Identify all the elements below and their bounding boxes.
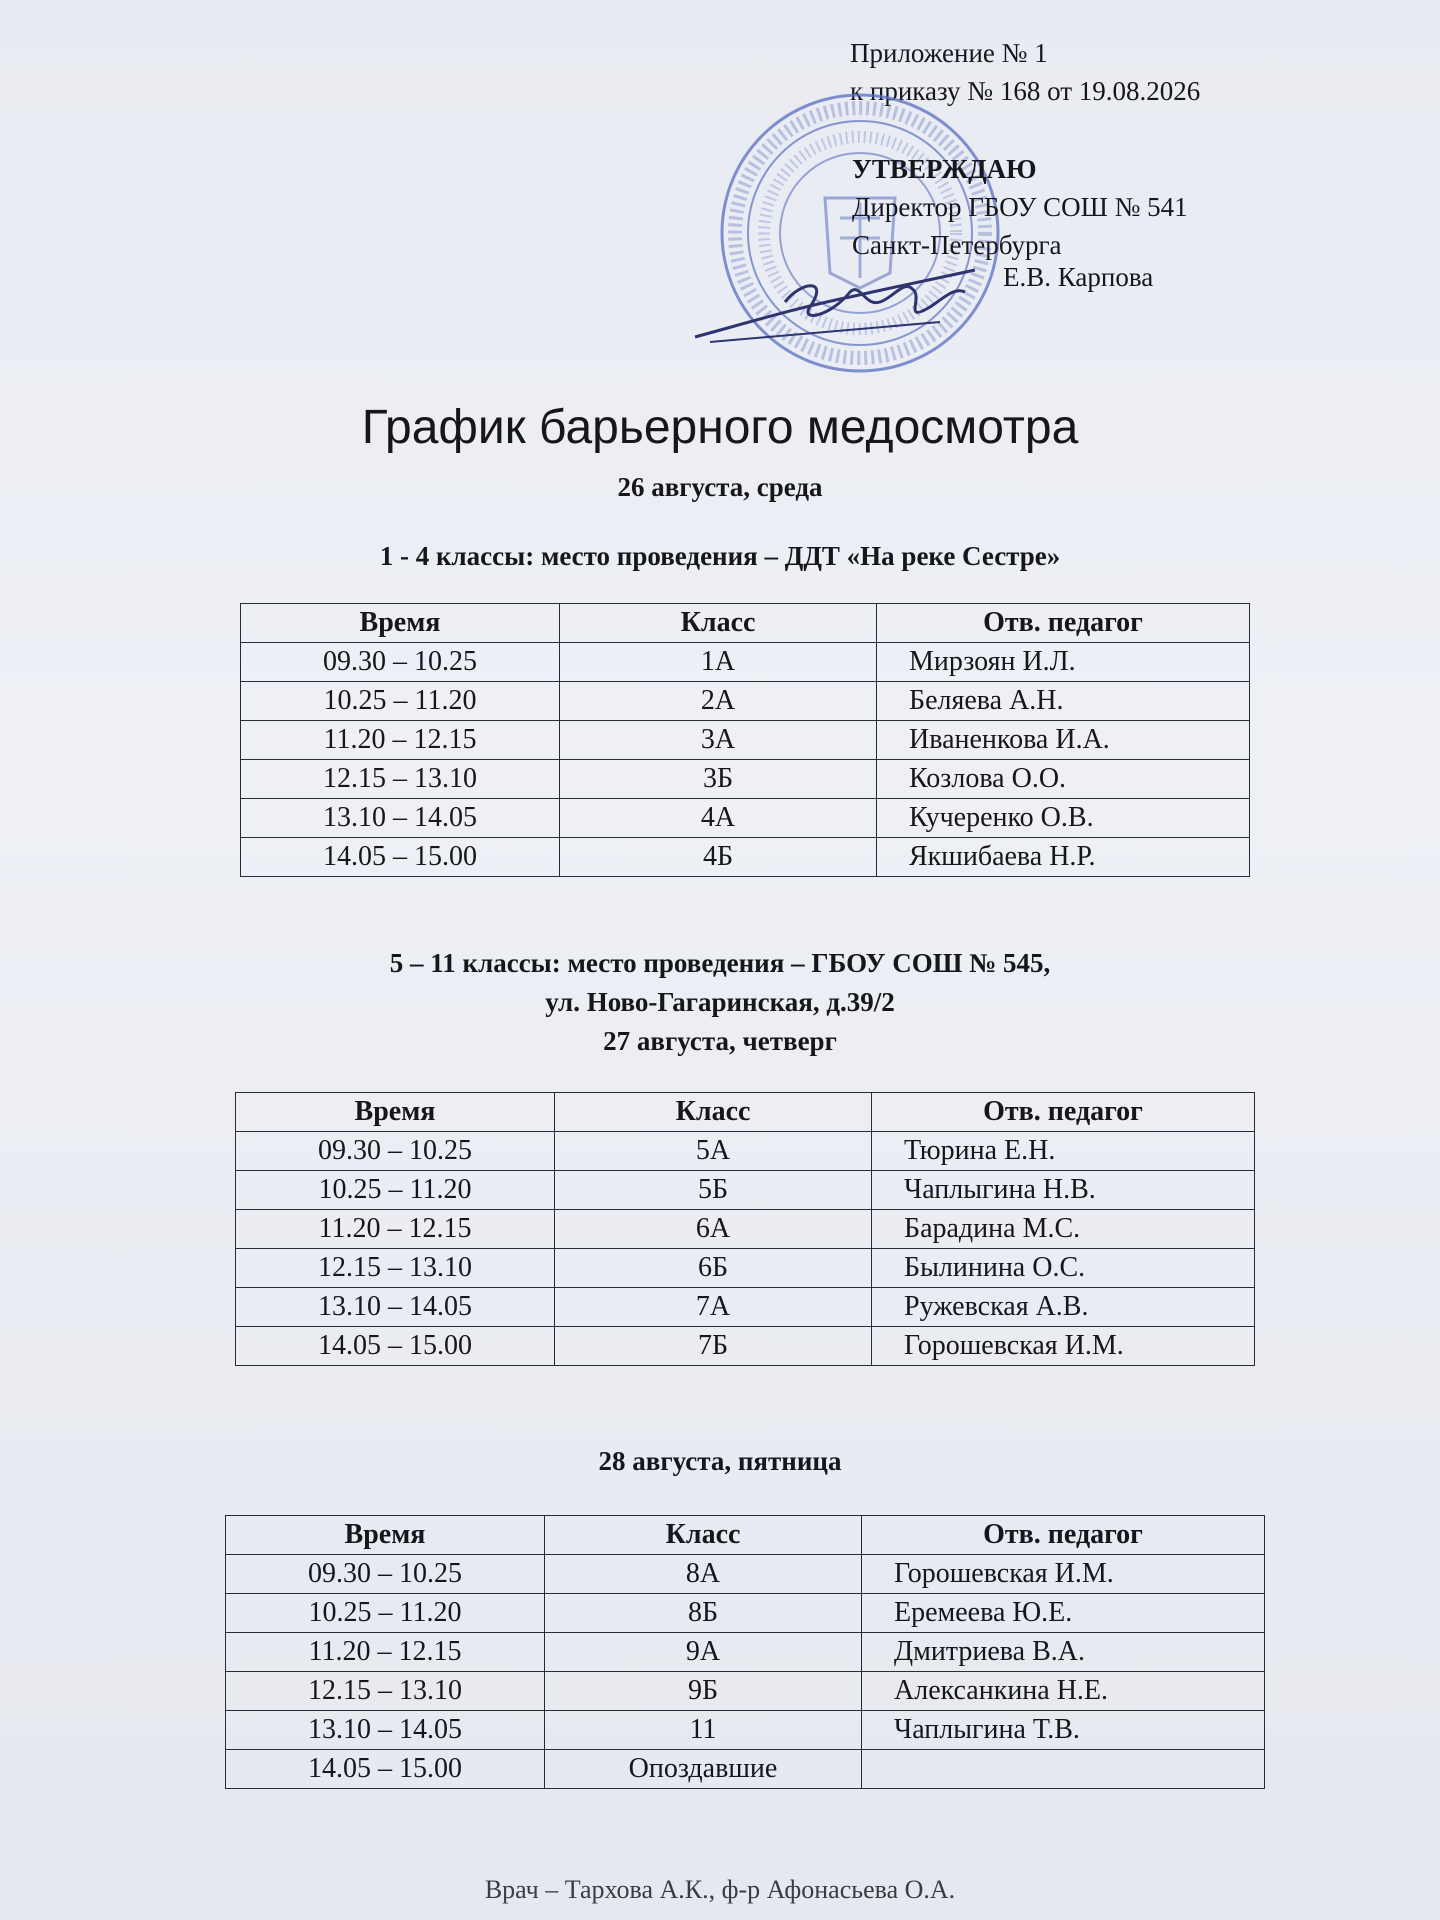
cell-class: 3А <box>560 721 877 760</box>
cell-time: 10.25 – 11.20 <box>241 682 560 721</box>
col-header-time: Время <box>236 1093 555 1132</box>
cell-class: 1А <box>560 643 877 682</box>
table-row <box>236 1171 1255 1210</box>
col-header-class: Класс <box>555 1093 872 1132</box>
schedule-table-1 <box>240 603 1250 877</box>
cell-time: 10.25 – 11.20 <box>236 1171 555 1210</box>
cell-teacher: Иваненкова И.А. <box>877 721 1250 760</box>
cell-time: 11.20 – 12.15 <box>226 1633 545 1672</box>
cell-time: 10.25 – 11.20 <box>226 1594 545 1633</box>
section2-place-line2: ул. Ново-Гагаринская, д.39/2 <box>545 987 895 1017</box>
section1-date: 26 августа, среда <box>617 472 823 502</box>
cell-time: 14.05 – 15.00 <box>226 1750 545 1789</box>
col-header-time: Время <box>226 1516 545 1555</box>
table-header-row <box>226 1516 1265 1555</box>
cell-teacher: Былинина О.С. <box>872 1249 1255 1288</box>
cell-teacher: Дмитриева В.А. <box>862 1633 1265 1672</box>
cell-teacher: Алексанкина Н.Е. <box>862 1672 1265 1711</box>
table-header-row <box>236 1093 1255 1132</box>
table-row <box>226 1594 1265 1633</box>
cell-class: 2А <box>560 682 877 721</box>
table-row <box>236 1210 1255 1249</box>
cell-class: 4Б <box>560 838 877 877</box>
col-header-class: Класс <box>545 1516 862 1555</box>
cell-class: 7А <box>555 1288 872 1327</box>
cell-class: 11 <box>545 1711 862 1750</box>
appendix-line-2: к приказу № 168 от 19.08.2026 <box>850 76 1201 106</box>
cell-teacher: Кучеренко О.В. <box>877 799 1250 838</box>
cell-time: 13.10 – 14.05 <box>226 1711 545 1750</box>
col-header-teacher: Отв. педагог <box>877 604 1250 643</box>
cell-teacher: Якшибаева Н.Р. <box>877 838 1250 877</box>
table-row <box>236 1327 1255 1366</box>
cell-teacher: Мирзоян И.Л. <box>877 643 1250 682</box>
cell-time: 09.30 – 10.25 <box>236 1132 555 1171</box>
cell-teacher: Тюрина Е.Н. <box>872 1132 1255 1171</box>
col-header-class: Класс <box>560 604 877 643</box>
table-header-row <box>241 604 1250 643</box>
director-signature <box>690 262 980 352</box>
cell-class: 9Б <box>545 1672 862 1711</box>
cell-teacher: Чаплыгина Н.В. <box>872 1171 1255 1210</box>
table-row <box>226 1633 1265 1672</box>
table-row <box>236 1249 1255 1288</box>
cell-teacher: Еремеева Ю.Е. <box>862 1594 1265 1633</box>
cell-time: 14.05 – 15.00 <box>241 838 560 877</box>
cell-time: 12.15 – 13.10 <box>226 1672 545 1711</box>
cell-time: 12.15 – 13.10 <box>241 760 560 799</box>
cell-class: 4А <box>560 799 877 838</box>
cell-time: 13.10 – 14.05 <box>236 1288 555 1327</box>
cell-time: 09.30 – 10.25 <box>241 643 560 682</box>
table-row <box>236 1288 1255 1327</box>
cell-class: 5А <box>555 1132 872 1171</box>
approver-position: Директор ГБОУ СОШ № 541 <box>852 192 1188 222</box>
table-row <box>241 838 1250 877</box>
appendix-line-1: Приложение № 1 <box>850 38 1048 68</box>
section3-date: 28 августа, пятница <box>598 1446 842 1476</box>
col-header-time: Время <box>241 604 560 643</box>
cell-teacher: Барадина М.С. <box>872 1210 1255 1249</box>
table-row <box>226 1750 1265 1789</box>
cell-class: 8Б <box>545 1594 862 1633</box>
table-row <box>241 760 1250 799</box>
table-row <box>226 1711 1265 1750</box>
cell-time: 14.05 – 15.00 <box>236 1327 555 1366</box>
cell-teacher <box>862 1750 1265 1789</box>
cell-time: 09.30 – 10.25 <box>226 1555 545 1594</box>
approver-name: Е.В. Карпова <box>1003 262 1154 292</box>
cell-time: 13.10 – 14.05 <box>241 799 560 838</box>
col-header-teacher: Отв. педагог <box>862 1516 1265 1555</box>
cell-time: 12.15 – 13.10 <box>236 1249 555 1288</box>
table-row <box>241 799 1250 838</box>
table-row <box>236 1132 1255 1171</box>
table-row <box>241 682 1250 721</box>
schedule-table-3 <box>225 1515 1265 1789</box>
table-row <box>241 643 1250 682</box>
section2-place-line1: 5 – 11 классы: место проведения – ГБОУ СОШ № 545, <box>389 948 1051 978</box>
col-header-teacher: Отв. педагог <box>872 1093 1255 1132</box>
approver-city: Санкт-Петербурга <box>852 230 1062 260</box>
cell-class: 3Б <box>560 760 877 799</box>
table-row <box>226 1555 1265 1594</box>
cell-teacher: Горошевская И.М. <box>872 1327 1255 1366</box>
cell-teacher: Беляева А.Н. <box>877 682 1250 721</box>
cell-class: 6Б <box>555 1249 872 1288</box>
cell-class: 5Б <box>555 1171 872 1210</box>
section1-place: 1 - 4 классы: место проведения – ДДТ «На реке Сестре» <box>379 541 1061 571</box>
cell-teacher: Чаплыгина Т.В. <box>862 1711 1265 1750</box>
cell-time: 11.20 – 12.15 <box>241 721 560 760</box>
cell-class: 7Б <box>555 1327 872 1366</box>
cell-class: 9А <box>545 1633 862 1672</box>
cell-teacher: Ружевская А.В. <box>872 1288 1255 1327</box>
cell-class: 8А <box>545 1555 862 1594</box>
cell-teacher: Козлова О.О. <box>877 760 1250 799</box>
table-row <box>241 721 1250 760</box>
cell-time: 11.20 – 12.15 <box>236 1210 555 1249</box>
section2-date: 27 августа, четверг <box>603 1026 837 1056</box>
cell-class: Опоздавшие <box>545 1750 862 1789</box>
page-title: График барьерного медосмотра <box>361 401 1079 454</box>
table-row <box>226 1672 1265 1711</box>
approve-label: УТВЕРЖДАЮ <box>852 154 1037 184</box>
cell-teacher: Горошевская И.М. <box>862 1555 1265 1594</box>
cell-class: 6А <box>555 1210 872 1249</box>
approval-block <box>852 150 1188 264</box>
schedule-table-2 <box>235 1092 1255 1366</box>
doctor-footer: Врач – Тархова А.К., ф-р Афонасьева О.А. <box>484 1875 956 1904</box>
